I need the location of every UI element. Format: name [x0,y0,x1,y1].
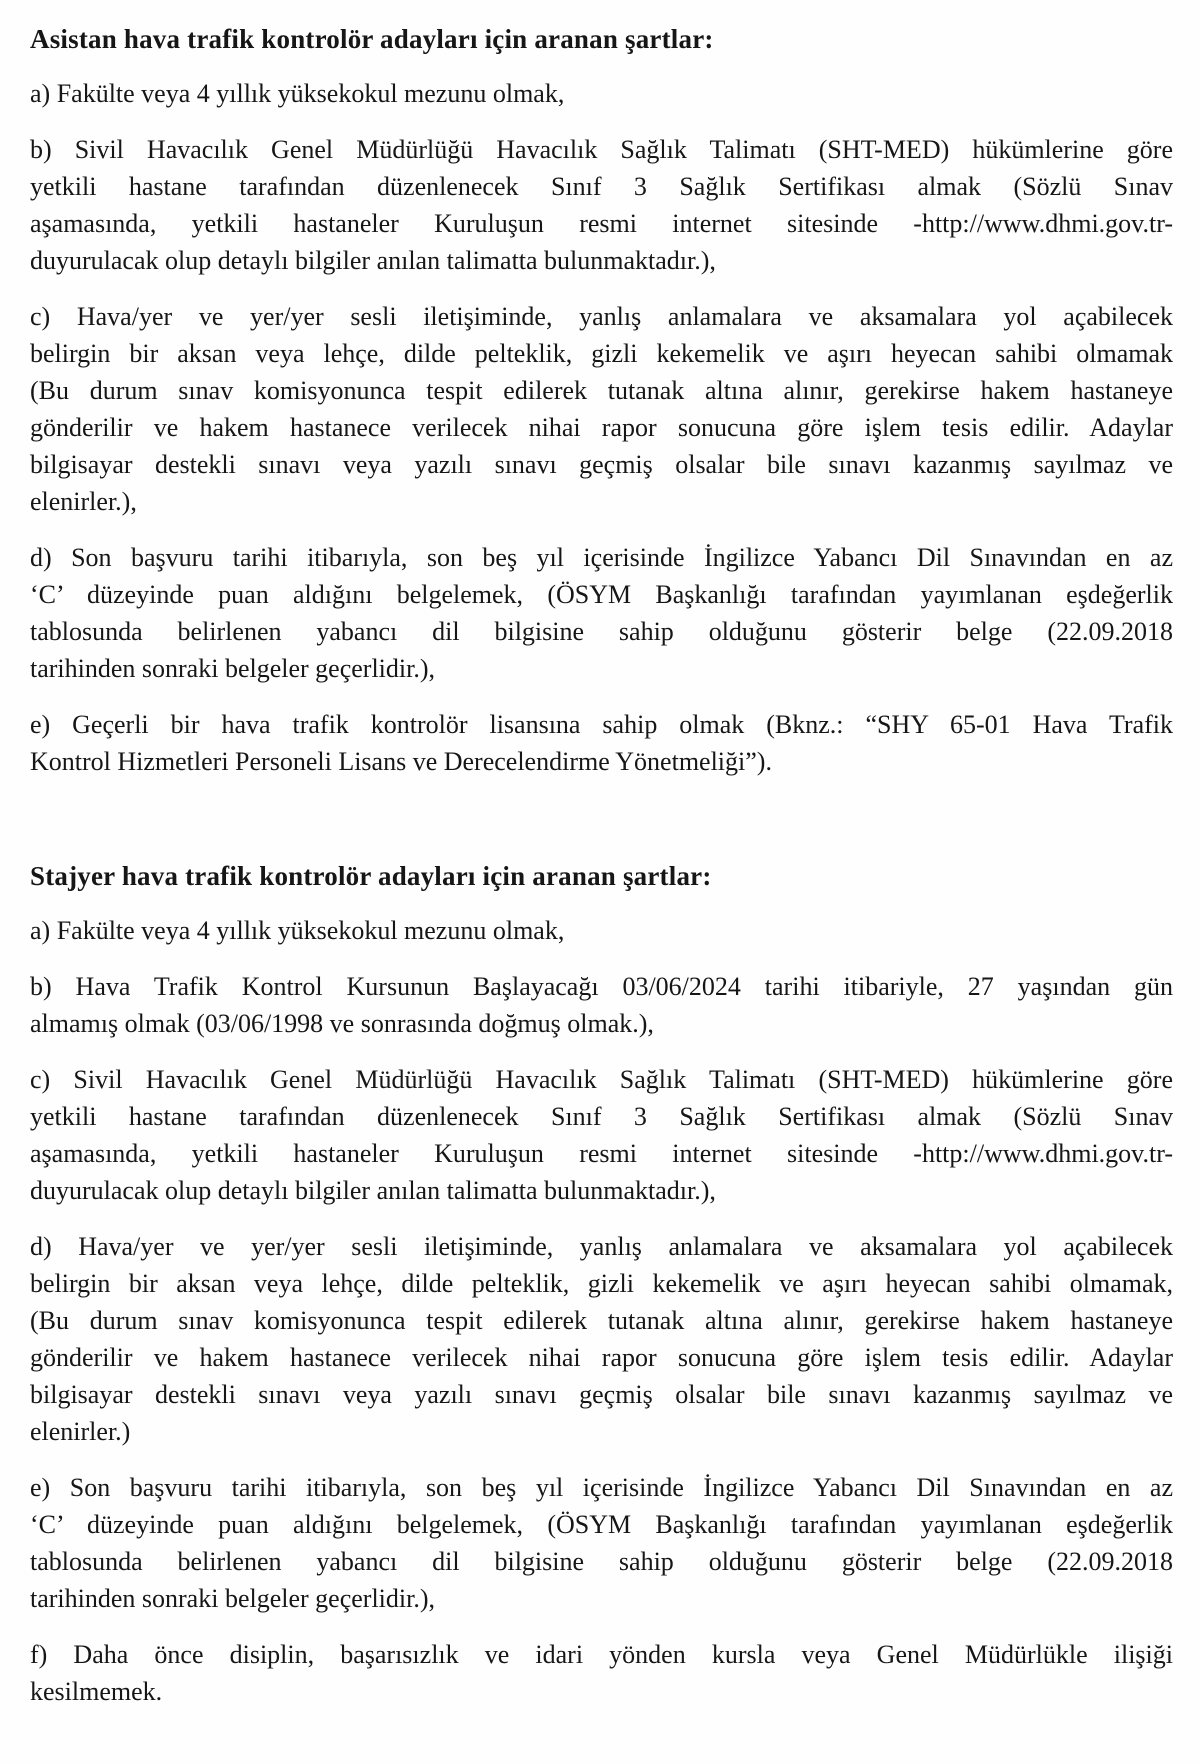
text-line: duyurulacak olup detaylı bilgiler anılan talimatta bulunmaktadır.), [30,1176,716,1205]
section-paragraphs-stajyer [30,912,1173,1710]
text-line: ‘C’ düzeyinde puan aldığını belgelemek, (ÖSYM Başkanlığı tarafından yayımlanan eşdeğerlik [30,1510,1173,1539]
paragraph [30,75,1173,112]
text-line: kesilmemek. [30,1677,163,1706]
text-line: a) Fakülte veya 4 yıllık yüksekokul mezunu olmak, [30,916,565,945]
paragraph [30,1061,1173,1209]
text-line: f) Daha önce disiplin, başarısızlık ve idari yönden kursla veya Genel Müdürlükle ilişiği [30,1640,1173,1669]
paragraph [30,706,1173,780]
section-heading-stajyer: Stajyer hava trafik kontrolör adayları için aranan şartlar: [30,861,712,891]
text-line: yetkili hastane tarafından düzenlenecek Sınıf 3 Sağlık Sertifikası almak (Sözlü Sınav [30,1102,1173,1131]
paragraph [30,539,1173,687]
text-line: duyurulacak olup detaylı bilgiler anılan talimatta bulunmaktadır.), [30,246,716,275]
text-line: b) Sivil Havacılık Genel Müdürlüğü Havacılık Sağlık Talimatı (SHT-MED) hükümlerine göre [30,135,1173,164]
text-line: tarihinden sonraki belgeler geçerlidir.), [30,654,436,683]
section-heading-asistan: Asistan hava trafik kontrolör adayları için aranan şartlar: [30,24,714,54]
text-line: d) Hava/yer ve yer/yer sesli iletişiminde, yanlış anlamalara ve aksamalara yol açabilecek [30,1232,1173,1261]
text-line: tablosunda belirlenen yabancı dil bilgisine sahip olduğunu gösterir belge (22.09.2018 [30,617,1173,646]
text-line: (Bu durum sınav komisyonunca tespit edilerek tutanak altına alınır, gerekirse hakem hastaneye [30,376,1173,405]
text-line: gönderilir ve hakem hastanece verilecek nihai rapor sonucuna göre işlem tesis edilir. Adaylar [30,413,1173,442]
text-line: e) Son başvuru tarihi itibarıyla, son beş yıl içerisinde İngilizce Yabancı Dil Sınavından en az [30,1473,1173,1502]
paragraph [30,1469,1173,1617]
text-line: ‘C’ düzeyinde puan aldığını belgelemek, (ÖSYM Başkanlığı tarafından yayımlanan eşdeğerlik [30,580,1173,609]
section-stajyer-requirements [30,858,1173,1710]
section-asistan-requirements [30,21,1173,780]
text-line: yetkili hastane tarafından düzenlenecek Sınıf 3 Sağlık Sertifikası almak (Sözlü Sınav [30,172,1173,201]
paragraph [30,912,1173,949]
paragraph [30,968,1173,1042]
text-line: (Bu durum sınav komisyonunca tespit edilerek tutanak altına alınır, gerekirse hakem hastaneye [30,1306,1173,1335]
paragraph [30,1636,1173,1710]
text-line: a) Fakülte veya 4 yıllık yüksekokul mezunu olmak, [30,79,565,108]
paragraph [30,1228,1173,1450]
text-line: bilgisayar destekli sınavı veya yazılı sınavı geçmiş olsalar bile sınavı kazanmış sayılmaz ve [30,1380,1173,1409]
text-line: c) Hava/yer ve yer/yer sesli iletişiminde, yanlış anlamalara ve aksamalara yol açabilecek [30,302,1173,331]
text-line: c) Sivil Havacılık Genel Müdürlüğü Havacılık Sağlık Talimatı (SHT-MED) hükümlerine göre [30,1065,1173,1094]
text-line: tarihinden sonraki belgeler geçerlidir.), [30,1584,436,1613]
text-line: aşamasında, yetkili hastaneler Kuruluşun resmi internet sitesinde -http://www.dhmi.gov.tr- [30,209,1173,238]
paragraph [30,131,1173,279]
text-line: elenirler.), [30,487,137,516]
text-line: e) Geçerli bir hava trafik kontrolör lisansına sahip olmak (Bknz.: “SHY 65-01 Hava Trafik [30,710,1173,739]
text-line: d) Son başvuru tarihi itibarıyla, son beş yıl içerisinde İngilizce Yabancı Dil Sınavından en az [30,543,1173,572]
text-line: b) Hava Trafik Kontrol Kursunun Başlayacağı 03/06/2024 tarihi itibariyle, 27 yaşından gün [30,972,1173,1001]
text-line: belirgin bir aksan veya lehçe, dilde pelteklik, gizli kekemelik ve aşırı heyecan sahibi olmamak, [30,1269,1173,1298]
text-line: almamış olmak (03/06/1998 ve sonrasında doğmuş olmak.), [30,1009,654,1038]
text-line: belirgin bir aksan veya lehçe, dilde pelteklik, gizli kekemelik ve aşırı heyecan sahibi olmamak [30,339,1173,368]
text-line: Kontrol Hizmetleri Personeli Lisans ve Derecelendirme Yönetmeliği”). [30,747,772,776]
paragraph [30,298,1173,520]
text-line: tablosunda belirlenen yabancı dil bilgisine sahip olduğunu gösterir belge (22.09.2018 [30,1547,1173,1576]
text-line: elenirler.) [30,1417,131,1446]
text-line: gönderilir ve hakem hastanece verilecek nihai rapor sonucuna göre işlem tesis edilir. Adaylar [30,1343,1173,1372]
text-line: bilgisayar destekli sınavı veya yazılı sınavı geçmiş olsalar bile sınavı kazanmış sayılmaz ve [30,450,1173,479]
section-paragraphs-asistan [30,75,1173,780]
text-line: aşamasında, yetkili hastaneler Kuruluşun resmi internet sitesinde -http://www.dhmi.gov.tr- [30,1139,1173,1168]
